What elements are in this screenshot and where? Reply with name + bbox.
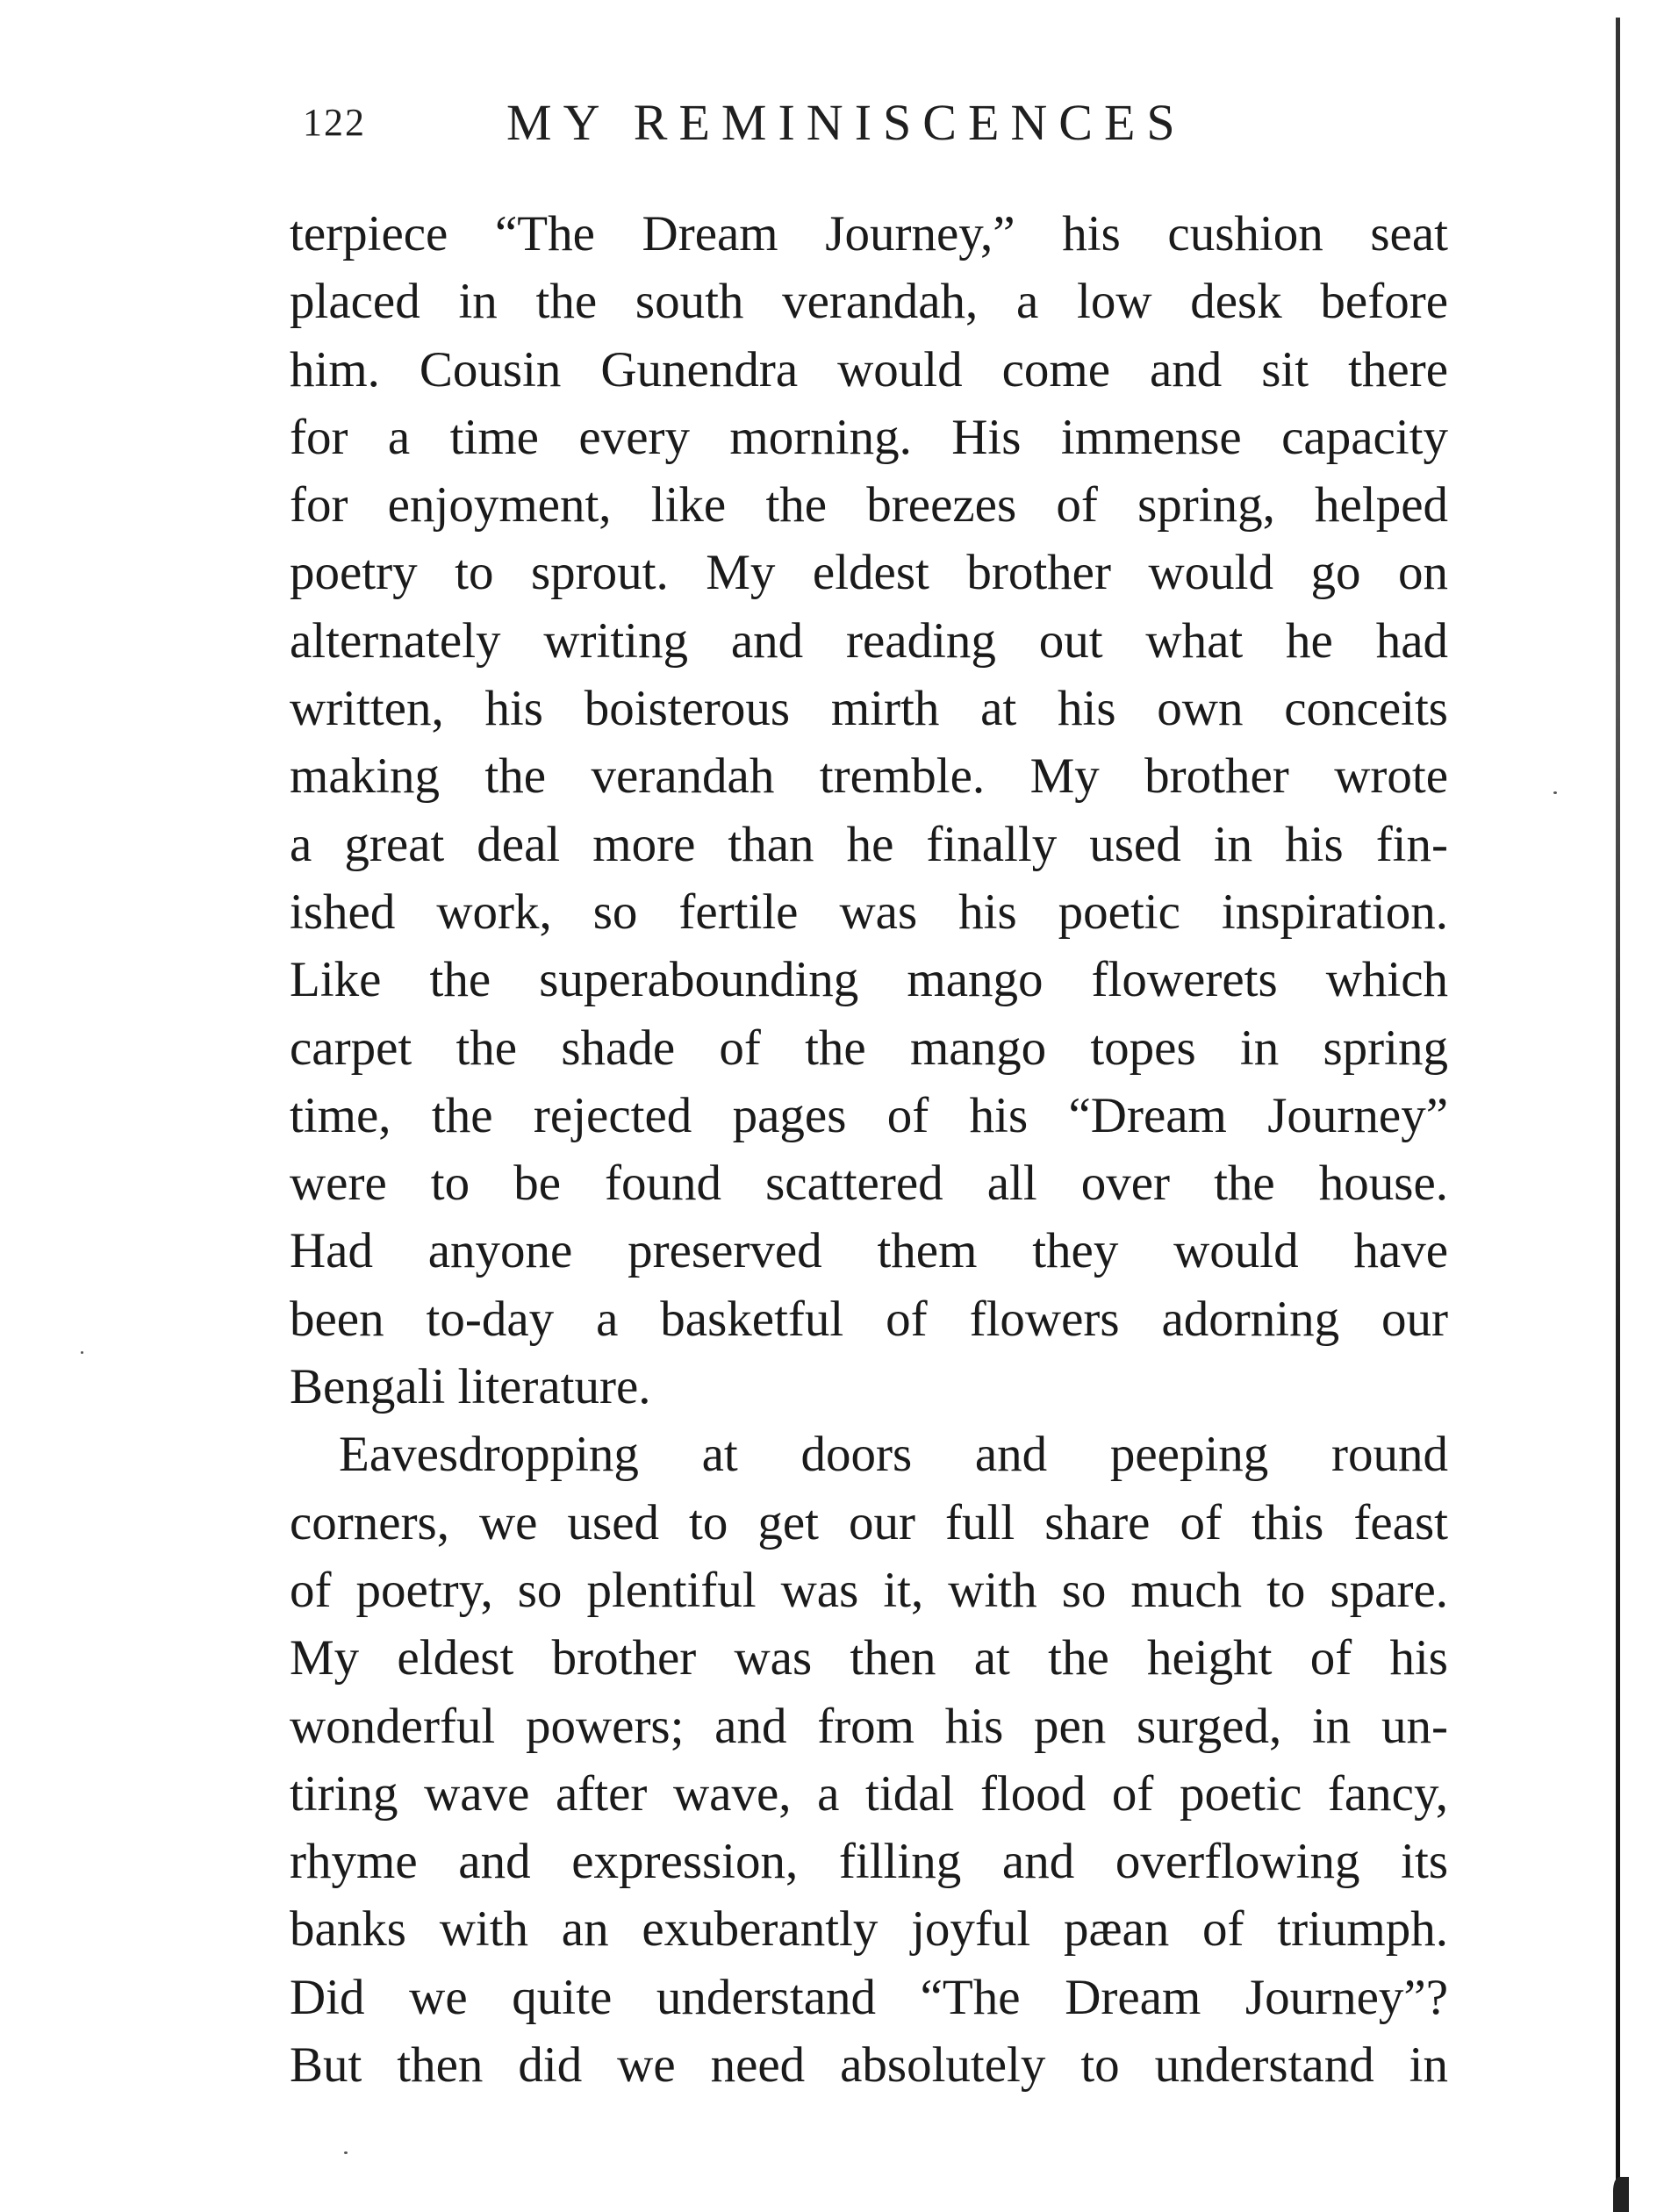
paragraph-1: [290, 200, 1448, 1421]
text-line: Eavesdropping at doors and peeping round: [339, 1427, 1448, 1483]
page-number: 122: [303, 101, 366, 144]
text-line: carpet the shade of the mango topes in spring: [290, 1020, 1448, 1076]
scan-speck: [1553, 791, 1557, 794]
text-line: ished work, so fertile was his poetic inspiration.: [290, 884, 1448, 940]
scan-page-edge-shadow: [1613, 2177, 1629, 2212]
scan-speck: [81, 1351, 83, 1354]
text-line: placed in the south verandah, a low desk before: [290, 274, 1448, 330]
text-line: him. Cousin Gunendra would come and sit there: [290, 341, 1448, 397]
running-title: MY REMINISCENCES: [506, 94, 1187, 151]
text-line: were to be found scattered all over the house.: [290, 1156, 1448, 1212]
text-line: written, his boisterous mirth at his own conceits: [290, 681, 1448, 737]
text-line: rhyme and expression, filling and overflowing its: [290, 1834, 1448, 1890]
text-line: poetry to sprout. My eldest brother would go on: [290, 545, 1448, 601]
page-header: [303, 93, 1444, 154]
text-line: Did we quite understand “The Dream Journey”?: [290, 1969, 1448, 2025]
paragraph-2: [290, 1421, 1448, 2099]
text-line: a great deal more than he finally used in his fin-: [290, 816, 1448, 872]
text-line: tiring wave after wave, a tidal flood of poetic fancy,: [290, 1765, 1448, 1822]
text-line: time, the rejected pages of his “Dream Journey”: [290, 1087, 1448, 1143]
text-line: terpiece “The Dream Journey,” his cushion seat: [290, 206, 1448, 261]
text-line: of poetry, so plentiful was it, with so much to spare.: [290, 1562, 1448, 1618]
text-line: Like the superabounding mango flowerets which: [290, 952, 1448, 1008]
text-line: been to-day a basketful of flowers adorning our: [290, 1291, 1448, 1347]
scan-page-edge: [1616, 18, 1620, 2194]
text-line: But then did we need absolutely to understand in: [290, 2037, 1448, 2094]
text-line: My eldest brother was then at the height of his: [290, 1630, 1448, 1686]
text-line: for a time every morning. His immense capacity: [290, 409, 1448, 465]
text-line: Bengali literature.: [290, 1359, 651, 1415]
text-line: alternately writing and reading out what he had: [290, 612, 1448, 669]
text-line: corners, we used to get our full share of this feast: [290, 1494, 1448, 1550]
text-line: banks with an exuberantly joyful pæan of triumph.: [290, 1901, 1448, 1958]
text-line: making the verandah tremble. My brother wrote: [290, 748, 1448, 805]
text-line: Had anyone preserved them they would have: [290, 1223, 1448, 1279]
text-line: for enjoyment, like the breezes of spring, helped: [290, 477, 1448, 533]
text-line: wonderful powers; and from his pen surged, in un-: [290, 1698, 1448, 1754]
scan-speck: [344, 2151, 348, 2154]
body-text: [290, 200, 1448, 2099]
